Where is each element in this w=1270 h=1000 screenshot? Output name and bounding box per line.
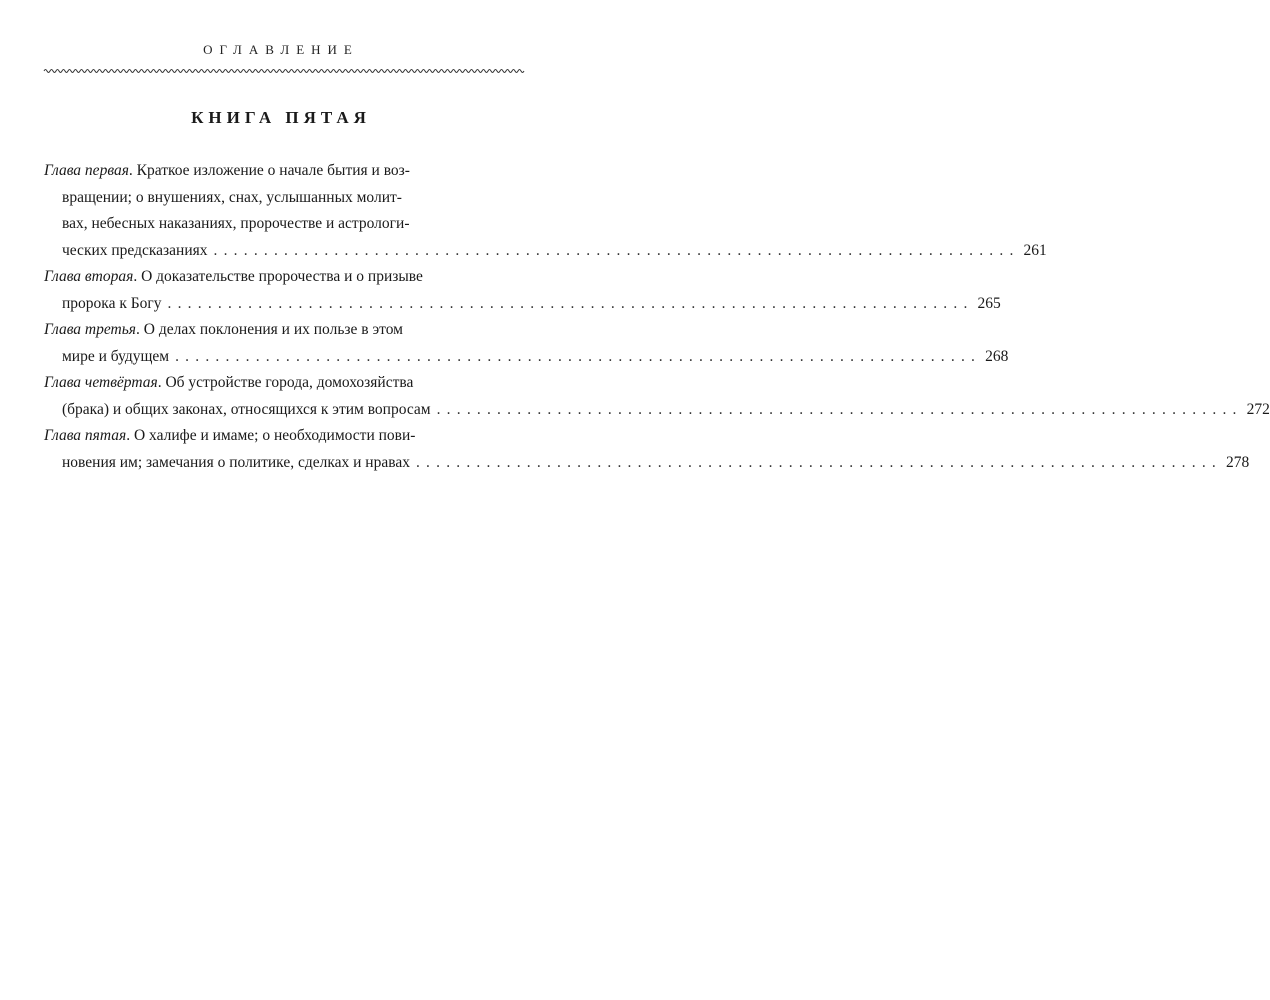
- chapter-text: вращении; о внушениях, снах, услышанных молит-: [62, 188, 402, 206]
- page-number: 272: [1246, 400, 1270, 418]
- chapter-text: вах, небесных наказаниях, пророчестве и астрологи-: [62, 215, 410, 232]
- chapter-text: . Краткое изложение о начале бытия и воз-: [128, 162, 410, 179]
- running-head: ОГЛАВЛЕНИЕ: [203, 42, 359, 57]
- dot-leader: ................................................................................: [175, 347, 982, 365]
- toc-entry-4[interactable]: [44, 370, 1270, 423]
- chapter-text: (брака) и общих законах, относящихся к этим вопросам: [62, 400, 431, 418]
- chapter-label: Глава первая: [44, 162, 129, 179]
- chapter-label: Глава третья: [44, 321, 137, 338]
- chapter-text: мире и будущем: [62, 347, 170, 365]
- chapter-label: Глава пятая: [44, 427, 127, 444]
- dot-leader: ................................................................................: [167, 294, 974, 312]
- dot-leader: ................................................................................: [415, 453, 1222, 471]
- toc-entry-1[interactable]: [44, 158, 1047, 264]
- chapter-text: ческих предсказаниях: [62, 241, 208, 259]
- page-number: 265: [977, 294, 1001, 312]
- chapter-text: . О делах поклонения и их пользе в этом: [136, 321, 403, 338]
- dot-leader: ................................................................................: [436, 400, 1243, 418]
- chapter-text: новения им; замечания о политике, сделках и нравах: [62, 453, 410, 471]
- chapter-label: Глава вторая: [44, 268, 134, 285]
- book-title: КНИГА ПЯТАЯ: [191, 108, 371, 127]
- chapter-text: пророка к Богу: [62, 294, 162, 312]
- wavy-divider: [44, 66, 520, 76]
- page-number: 278: [1225, 453, 1250, 471]
- chapter-text: . О халифе и имаме; о необходимости пови-: [126, 427, 416, 444]
- chapter-label: Глава четвёртая: [44, 374, 158, 391]
- toc-entry-2[interactable]: [44, 264, 1001, 317]
- dot-leader: ................................................................................: [213, 241, 1020, 259]
- table-of-contents: [44, 158, 1270, 476]
- chapter-text: . Об устройстве города, домохозяйства: [157, 374, 414, 391]
- chapter-text: . О доказательстве пророчества и о призыве: [133, 268, 423, 285]
- page-number: 261: [1023, 241, 1047, 259]
- toc-entry-3[interactable]: [44, 317, 1009, 370]
- toc-entry-5[interactable]: [44, 423, 1250, 476]
- page-number: 268: [985, 347, 1009, 365]
